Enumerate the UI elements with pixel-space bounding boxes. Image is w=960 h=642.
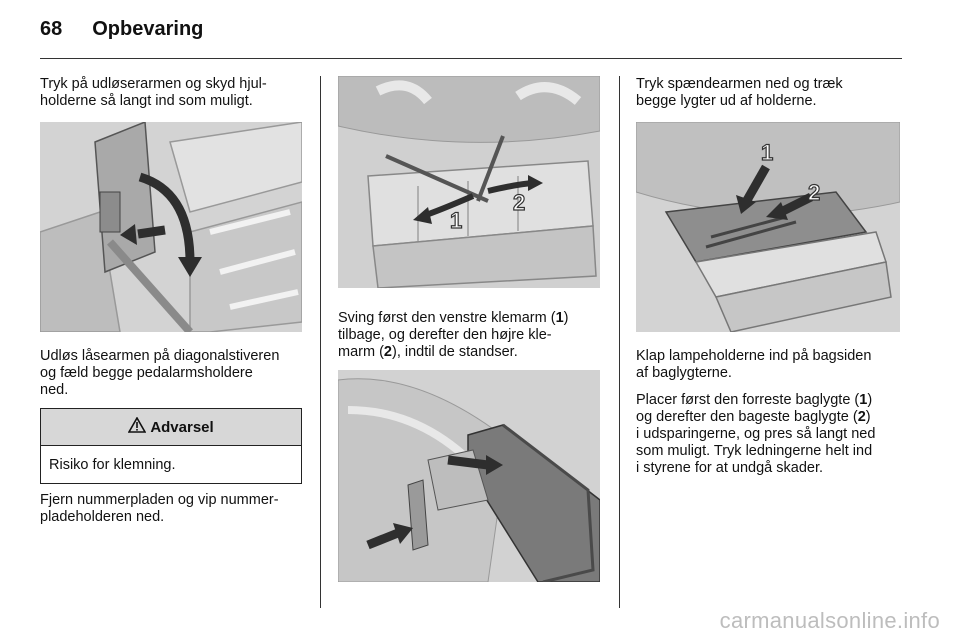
fig3-label-1: 1 xyxy=(761,140,774,165)
col3-para3-line3: i udsparingerne, og pres så langt ned xyxy=(636,426,876,442)
figure-plate-holder xyxy=(338,370,600,582)
warning-header xyxy=(41,409,301,446)
fig3-label-2: 2 xyxy=(808,180,821,205)
col3-para3-line1: Placer først den forreste baglygte (1) xyxy=(636,392,873,408)
col3-para2-line1: Klap lampeholderne ind på bagsiden xyxy=(636,348,872,364)
col1-para2 xyxy=(40,348,310,399)
col1-para2-line1: Udløs låsearmen på diagonalstiveren xyxy=(40,348,280,364)
col3-para1-line2: begge lygter ud af holderne. xyxy=(636,93,817,109)
col1-para3-line2: pladeholderen ned. xyxy=(40,509,165,525)
col1-para3-line1: Fjern nummerpladen og vip nummer- xyxy=(40,492,279,508)
col2-para1-line2: tilbage, og derefter den højre kle- xyxy=(338,327,552,343)
col3-para3-line5: i styrene for at undgå skader. xyxy=(636,460,823,476)
fig2-label-2: 2 xyxy=(513,190,526,215)
figure-clamp-arms xyxy=(338,76,600,288)
warning-text: Risiko for klemning. xyxy=(49,457,176,473)
col3-para3-line2: og derefter den bageste baglygte (2) xyxy=(636,409,871,425)
column-divider-1 xyxy=(320,76,321,608)
column-divider-2 xyxy=(619,76,620,608)
page-title: Opbevaring xyxy=(92,18,204,40)
column-1 xyxy=(40,76,305,110)
col1-para3 xyxy=(40,492,310,526)
col3-para3 xyxy=(636,392,906,477)
page-header xyxy=(40,18,203,41)
col3-para2 xyxy=(636,348,906,382)
warning-title: Advarsel xyxy=(150,418,214,436)
col1-para1-line2: holderne så langt ind som muligt. xyxy=(40,93,253,109)
fig2-label-1: 1 xyxy=(450,208,463,233)
warning-box xyxy=(40,408,302,484)
col3-para3-line4: som muligt. Tryk ledningerne helt ind xyxy=(636,443,873,459)
col2-para1-line3: marm (2), indtil de standser. xyxy=(338,344,518,360)
col3-para1-line1: Tryk spændearmen ned og træk xyxy=(636,76,843,92)
warning-triangle-icon xyxy=(128,417,146,437)
col1-para2-line2: og fæld begge pedalarmsholdere xyxy=(40,365,253,381)
header-rule xyxy=(40,58,902,59)
figure-lamps-removal xyxy=(636,122,900,332)
page-number: 68 xyxy=(40,18,63,40)
col1-para2-line3: ned. xyxy=(40,382,69,398)
watermark[interactable]: carmanualsonline.info xyxy=(719,608,940,633)
col1-para1-line1: Tryk på udløserarmen og skyd hjul- xyxy=(40,76,267,92)
col2-para1-line1: Sving først den venstre klemarm (1) xyxy=(338,310,569,326)
col2-para1 xyxy=(338,310,610,361)
figure-wheel-holder-release xyxy=(40,122,302,332)
col3-para1 xyxy=(636,76,906,110)
col3-para2-line2: af baglygterne. xyxy=(636,365,732,381)
